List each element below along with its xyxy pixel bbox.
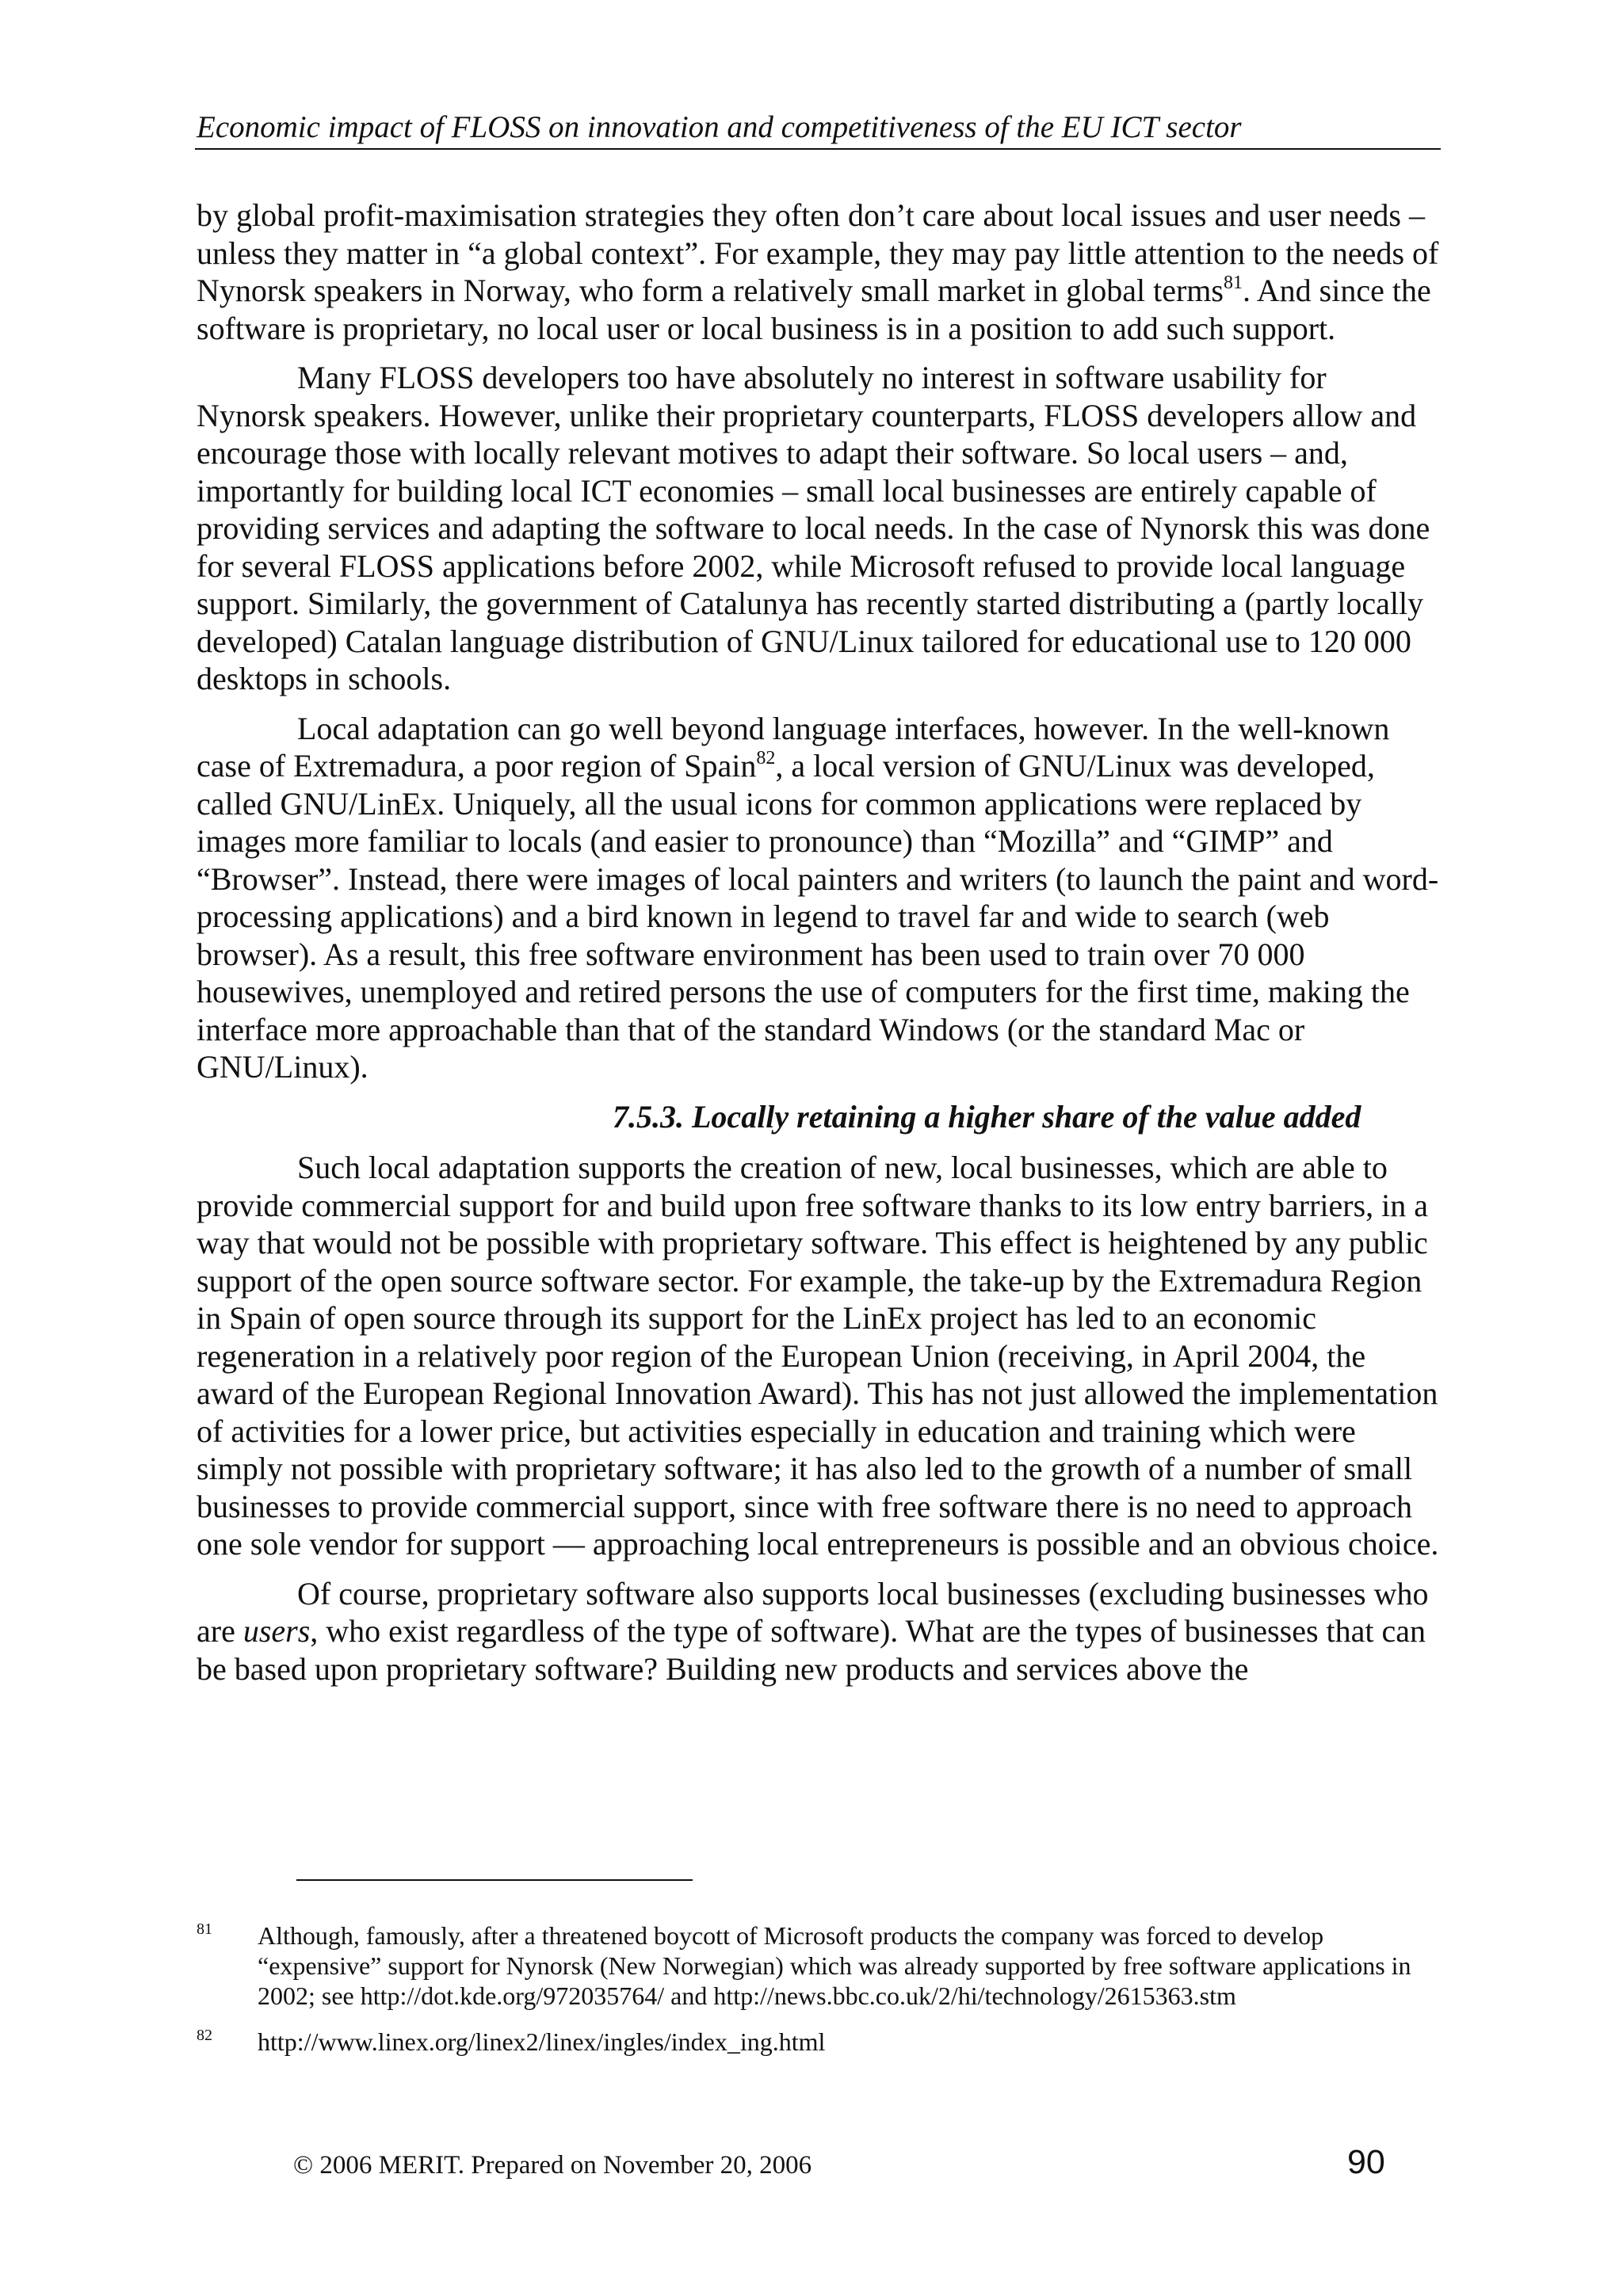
- paragraph-1-text-a: by global profit-maximisation strategies they often don’t care about local issues and user needs – unless they matter in “a global context”. For example, they may pay little attention to the needs of Nynorsk speakers in Norway, who form a relatively small market in global terms: [197, 197, 1439, 308]
- footnote-separator: [296, 1879, 693, 1881]
- paragraph-4: Such local adaptation supports the creation of new, local businesses, which are able to provide commercial support for and build upon free software thanks to its low entry barriers, in a way that would not be possible with proprietary software. This effect is heightened by any public support of the open source software sector. For example, the take-up by the Extremadura Region in Spain of open source through its support for the LinEx project has led to an economic regeneration in a relatively poor region of the European Union (receiving, in April 2004, the award of the European Regional Innovation Award). This has not just allowed the implementation of activities for a lower price, but activities especially in education and training which were simply not possible with proprietary software; it has also led to the growth of a number of small businesses to provide commercial support, since with free software there is no need to approach one sole vendor for support — approaching local entrepreneurs is possible and an obvious choice.: [197, 1150, 1439, 1562]
- footnote-82: [197, 2027, 1441, 2057]
- footnote-ref-82[interactable]: 82: [756, 748, 776, 769]
- footnote-81-text: Although, famously, after a threatened boycott of Microsoft products the company was forced to develop “expensive” support for Nynorsk (New Norwegian) which was already supported by free software applications in 2002; see http://dot.kde.org/972035764/ and http://news.bbc.co.uk/2/hi/technology/2615363.stm: [258, 1921, 1411, 2010]
- body-text: [197, 196, 1441, 1699]
- paragraph-2: Many FLOSS developers too have absolutely no interest in software usability for Nynorsk speakers. However, unlike their proprietary counterparts, FLOSS developers allow and encourage those with locally relevant motives to adapt their software. So local users – and, importantly for building local ICT economies – small local businesses are entirely capable of providing services and adapting the software to local needs. In the case of Nynorsk this was done for several FLOSS applications before 2002, while Microsoft refused to provide local language support. Similarly, the government of Catalunya has recently started distributing a (partly locally developed) Catalan language distribution of GNU/Linux tailored for educational use to 120 000 desktops in schools.: [197, 360, 1430, 696]
- footnote-81: [197, 1920, 1441, 2011]
- footnote-number-81: 81: [197, 1920, 212, 1938]
- footnote-ref-81[interactable]: 81: [1223, 273, 1243, 293]
- paragraph-3-text-b: , a local version of GNU/Linux was developed, called GNU/LinEx. Uniquely, all the usual icons for common applications were replaced by images more familiar to locals (and easier to pronounce) than “Mozilla” and “GIMP” and “Browser”. Instead, there were images of local painters and writers (to launch the paint and word-processing applications) and a bird known in legend to travel far and wide to search (web browser). As a result, this free software environment has been used to train over 70 000 housewives, unemployed and retired persons the use of computers for the first time, making the interface more approachable than that of the standard Windows (or the standard Mac or GNU/Linux).: [197, 748, 1439, 1085]
- running-header: Economic impact of FLOSS on innovation and competitiveness of the EU ICT sector: [197, 110, 1242, 144]
- paragraph-3: [197, 710, 1441, 1086]
- paragraph-5-text-a: Of course, proprietary software also supports local businesses (excluding businesses who are: [197, 1575, 1429, 1649]
- paragraph-1: [197, 196, 1441, 347]
- paragraph-5-emphasis: users: [242, 1613, 311, 1649]
- footnote-82-text[interactable]: http://www.linex.org/linex2/linex/ingles/index_ing.html: [258, 2027, 826, 2056]
- footnotes: [197, 1920, 1441, 2073]
- page-footer-copyright: © 2006 MERIT. Prepared on November 20, 2006: [293, 2151, 812, 2180]
- paragraph-1-text-b: . And since the software is proprietary, no local user or local business is in a position to add such support.: [197, 273, 1431, 346]
- page-number: 90: [1347, 2143, 1385, 2181]
- paragraph-3-text-a: Local adaptation can go well beyond language interfaces, however. In the well-known case of Extremadura, a poor region of Spain: [197, 710, 1390, 784]
- section-heading: 7.5.3. Locally retaining a higher share of the value added: [613, 1098, 1361, 1135]
- footnote-number-82: 82: [197, 2027, 212, 2044]
- paragraph-5-text-b: , who exist regardless of the type of software). What are the types of businesses that can be based upon proprietary software? Building new products and services above the: [197, 1613, 1426, 1687]
- header-rule: [195, 148, 1441, 150]
- paragraph-5: [197, 1575, 1441, 1688]
